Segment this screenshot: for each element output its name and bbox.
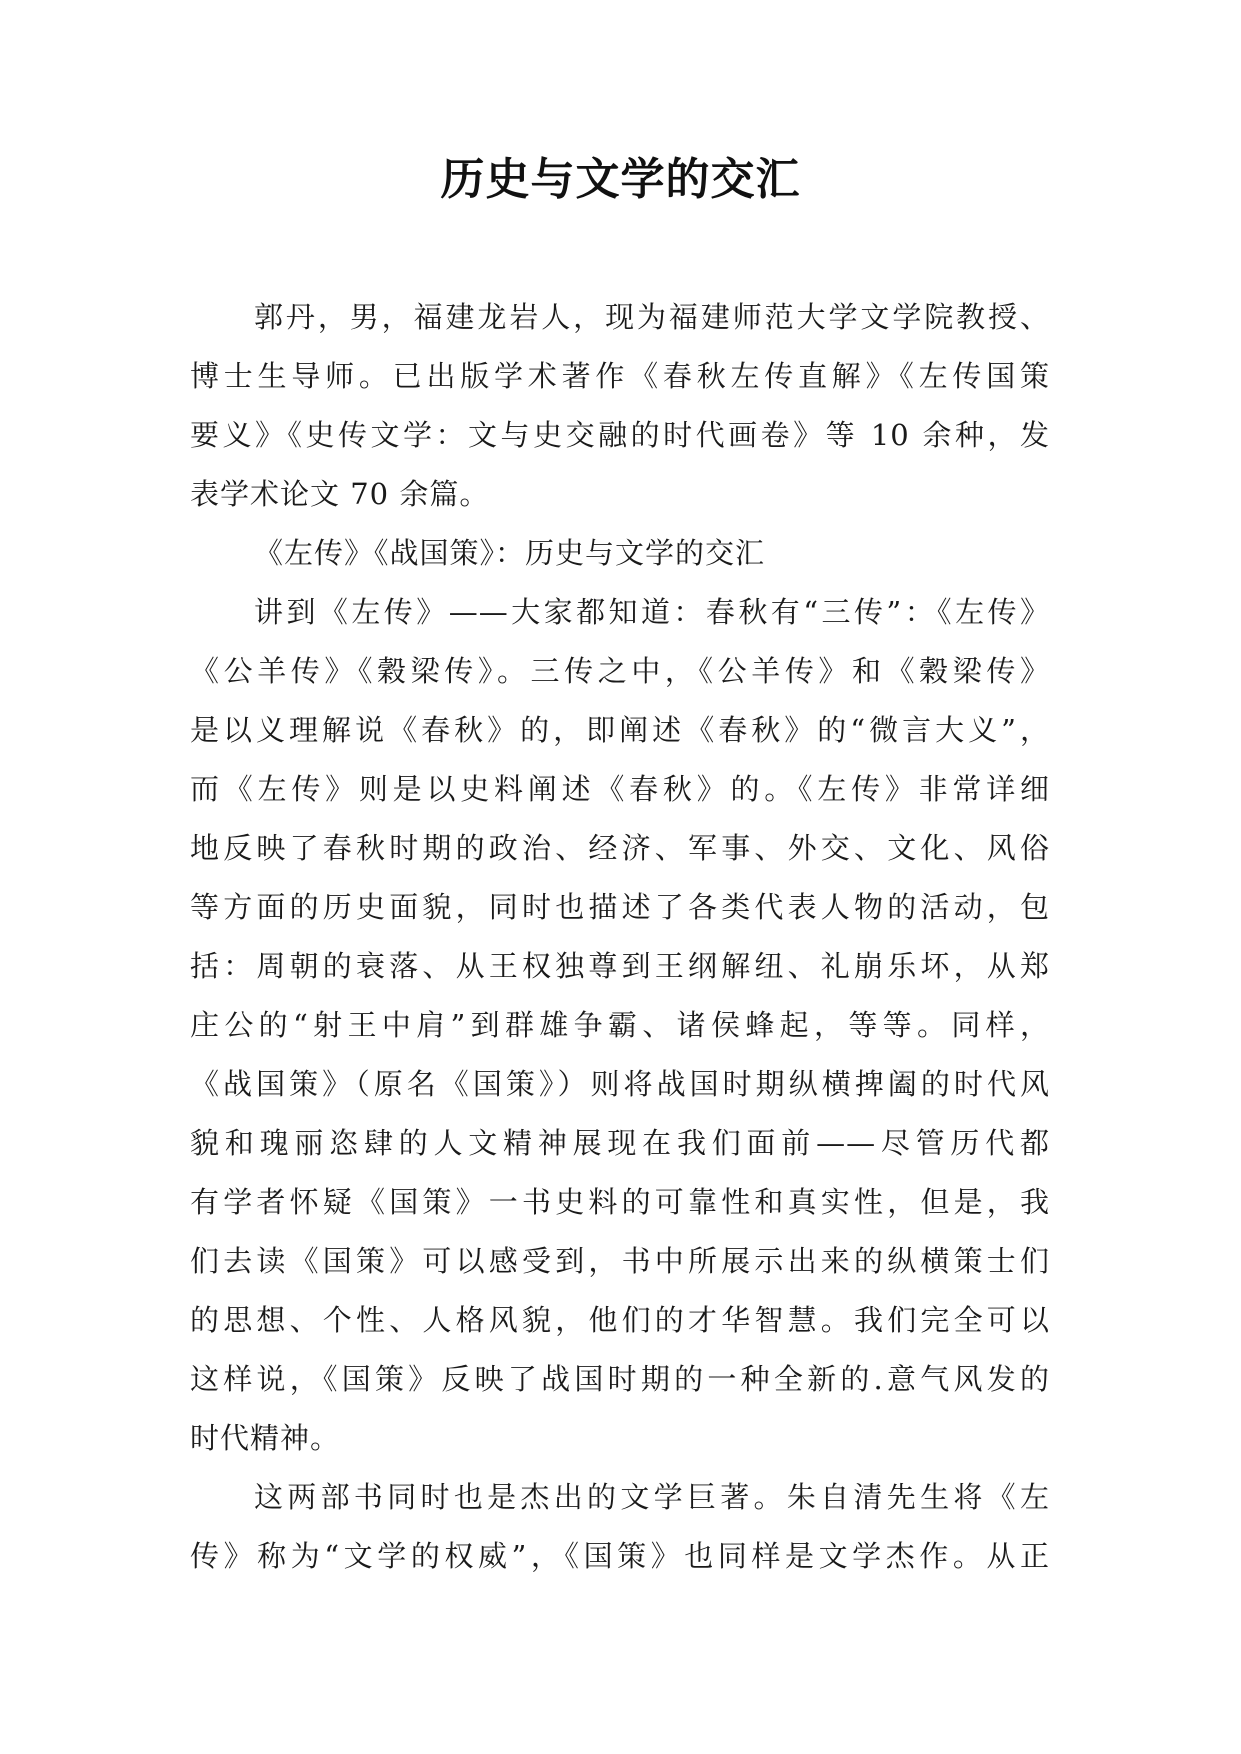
document-body [190, 288, 1050, 1586]
paragraph-line: 貌和瑰丽恣肆的人文精神展现在我们面前——尽管历代都 [190, 1126, 1050, 1160]
paragraph-line: 而《左传》则是以史料阐述《春秋》的。《左传》非常详细 [190, 772, 1050, 806]
paragraph-line: 这样说，《国策》反映了战国时期的一种全新的.意气风发的 [190, 1362, 1050, 1396]
paragraph-line: 地反映了春秋时期的政治、经济、军事、外交、文化、风俗 [190, 831, 1050, 865]
paragraph-line: 这两部书同时也是杰出的文学巨著。朱自清先生将《左 [254, 1480, 1050, 1514]
paragraph-line: 括：周朝的衰落、从王权独尊到王纲解纽、礼崩乐坏，从郑 [190, 949, 1050, 983]
paragraph-line: 《公羊传》《穀梁传》。三传之中，《公羊传》和《穀梁传》 [190, 654, 1050, 688]
paragraph-line: 们去读《国策》可以感受到，书中所展示出来的纵横策士们 [190, 1244, 1050, 1278]
paragraph-line: 《战国策》（原名《国策》）则将战国时期纵横捭阖的时代风 [190, 1067, 1050, 1101]
document-title: 历史与文学的交汇 [440, 154, 801, 205]
paragraph-line: 时代精神。 [190, 1421, 341, 1455]
paragraph-line: 是以义理解说《春秋》的，即阐述《春秋》的“微言大义”， [190, 713, 1050, 747]
paragraph-line: 传》称为“文学的权威”，《国策》也同样是文学杰作。从正 [190, 1539, 1050, 1573]
paragraph-line: 的思想、个性、人格风貌，他们的才华智慧。我们完全可以 [190, 1303, 1050, 1337]
paragraph-line: 讲到《左传》——大家都知道：春秋有“三传”：《左传》 [254, 595, 1050, 629]
section-subtitle: 《左传》《战国策》：历史与文学的交汇 [254, 536, 766, 570]
paragraph-line: 要义》《史传文学：文与史交融的时代画卷》等 10 余种，发 [190, 418, 1050, 452]
paragraph-line: 有学者怀疑《国策》一书史料的可靠性和真实性，但是，我 [190, 1185, 1050, 1219]
paragraph-line: 郭丹，男，福建龙岩人，现为福建师范大学文学院教授、 [254, 300, 1050, 334]
paragraph-line: 博士生导师。已出版学术著作《春秋左传直解》《左传国策 [190, 359, 1050, 393]
paragraph-line: 庄公的“射王中肩”到群雄争霸、诸侯蜂起，等等。同样， [190, 1008, 1050, 1042]
paragraph-line: 表学术论文 70 余篇。 [190, 477, 490, 511]
paragraph-line: 等方面的历史面貌，同时也描述了各类代表人物的活动，包 [190, 890, 1050, 924]
